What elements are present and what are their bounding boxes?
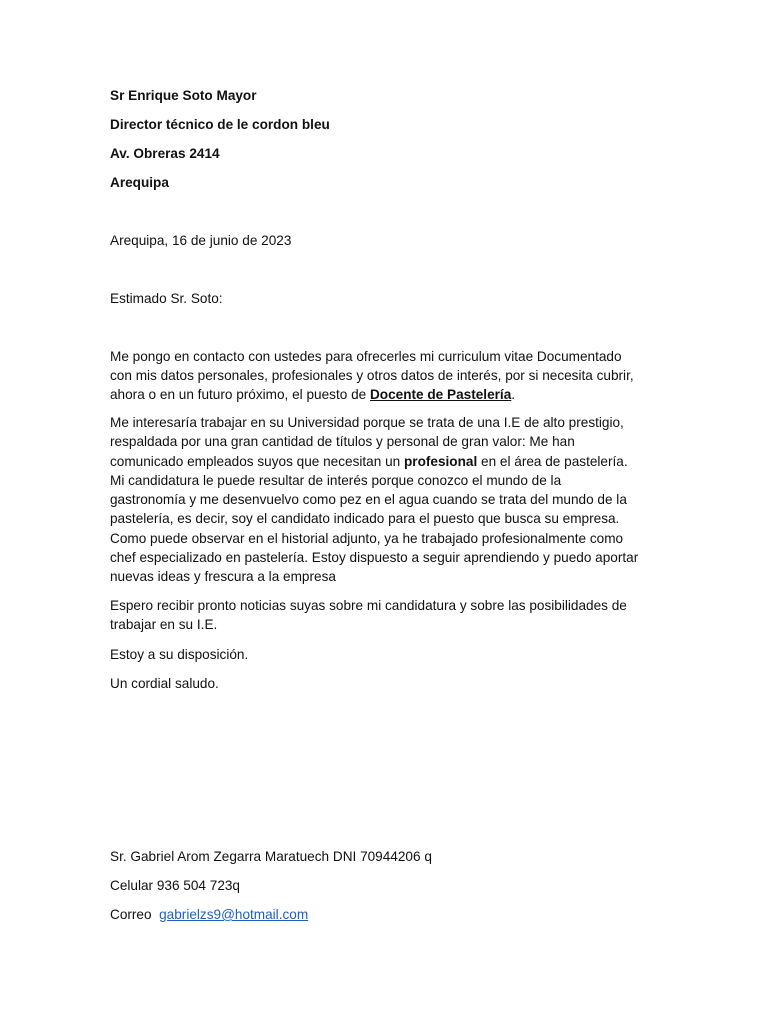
sender-phone: Celular 936 504 723q <box>110 878 240 893</box>
para1-line3-post: . <box>511 387 516 402</box>
para1-line2: con mis datos personales, profesionales y otros datos de interés, por si necesita cubrir, <box>110 368 634 383</box>
greeting: Estimado Sr. Soto: <box>110 291 223 306</box>
para2-line5: gastronomía y me desenvuelvo como pez en el agua cuando se trata del mundo de la <box>110 492 627 507</box>
para2-bold-word: profesional <box>403 454 478 469</box>
para2-line7: Como puede observar en el historial adjunto, ya he trabajado profesionalmente como <box>110 531 624 546</box>
recipient-address: Av. Obreras 2414 <box>110 146 220 161</box>
date-line: Arequipa, 16 de junio de 2023 <box>110 233 292 248</box>
para2-line6: pastelería, es decir, soy el candidato indicado para el puesto que busca su empresa. <box>110 511 620 526</box>
para2-line3-post: en el área de pastelería. <box>477 454 628 469</box>
para2-line4: Mi candidatura le puede resultar de interés porque conozco el mundo de la <box>110 473 562 488</box>
sender-name: Sr. Gabriel Arom Zegarra Maratuech DNI 70944206 q <box>110 849 432 864</box>
para3-line2: trabajar en su I.E. <box>110 617 218 632</box>
job-position: Docente de Pastelería <box>369 387 512 402</box>
closing: Un cordial saludo. <box>110 676 219 691</box>
sender-email-line <box>110 905 308 924</box>
para2-line9: nuevas ideas y frescura a la empresa <box>110 569 336 584</box>
recipient-city: Arequipa <box>110 175 169 190</box>
para2-line8: chef especializado en pastelería. Estoy dispuesto a seguir aprendiendo y puedo aportar <box>110 550 639 565</box>
para2-line3 <box>110 452 628 471</box>
email-label: Correo <box>110 907 152 922</box>
para1-line3-pre: ahora o en un futuro próximo, el puesto de <box>110 387 370 402</box>
para2-line1: Me interesaría trabajar en su Universidad porque se trata de una I.E de alto prestigio, <box>110 415 624 430</box>
recipient-title: Director técnico de le cordon bleu <box>110 117 330 132</box>
para1-line3 <box>110 385 515 404</box>
email-link[interactable]: gabrielzs9@hotmail.com <box>159 907 309 922</box>
recipient-name: Sr Enrique Soto Mayor <box>110 88 257 103</box>
para2-line3-pre: comunicado empleados suyos que necesitan un <box>110 454 404 469</box>
para3-line1: Espero recibir pronto noticias suyas sobre mi candidatura y sobre las posibilidades de <box>110 598 627 613</box>
para2-line2: respaldada por una gran cantidad de títulos y personal de gran valor: Me han <box>110 434 575 449</box>
para1-line1: Me pongo en contacto con ustedes para ofrecerles mi curriculum vitae Documentado <box>110 349 622 364</box>
para4: Estoy a su disposición. <box>110 647 249 662</box>
